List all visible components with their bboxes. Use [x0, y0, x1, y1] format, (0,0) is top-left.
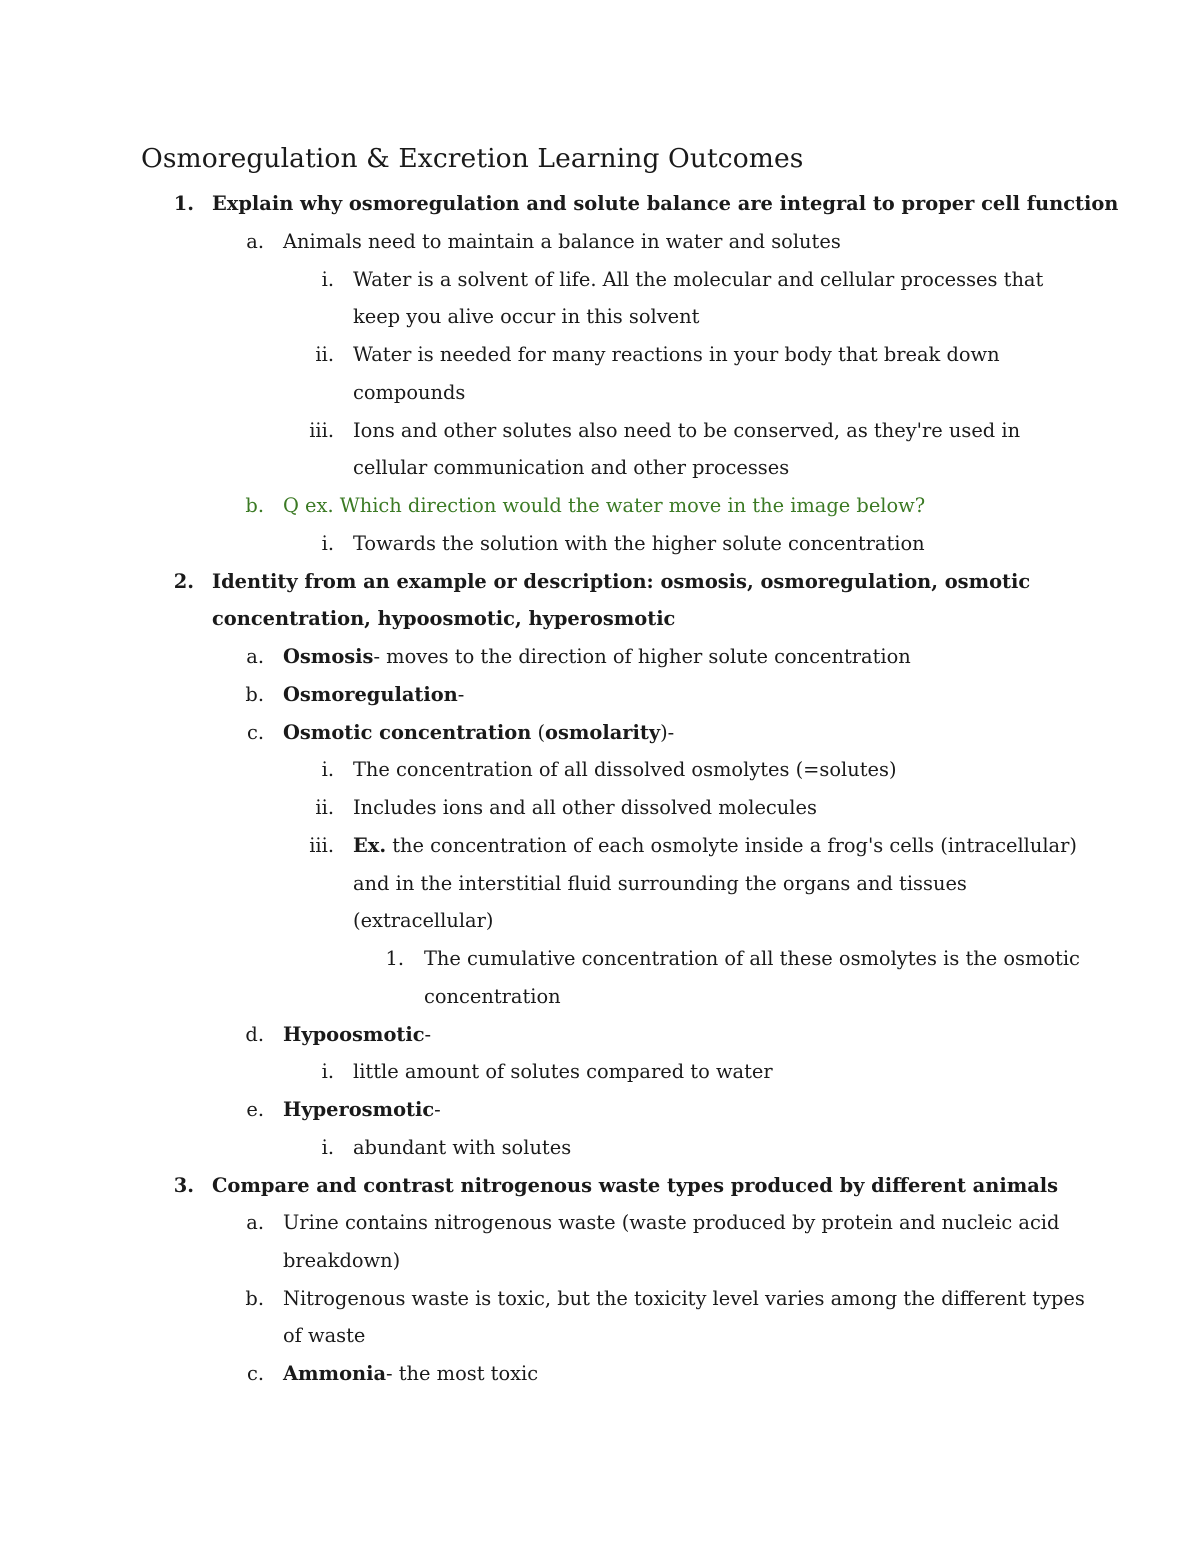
outcome-3c-marker: c. — [246, 1362, 264, 1385]
example-lead: Ex. — [353, 834, 387, 857]
outcome-1a-iii-line1: Ions and other solutes also need to be conserved, as they're used in — [353, 419, 1021, 442]
page-title: Osmoregulation & Excretion Learning Outcomes — [141, 143, 804, 174]
outcome-1a-iii-marker: iii. — [309, 419, 334, 442]
term-osmoregulation: Osmoregulation — [283, 683, 458, 706]
outcome-2b-line — [283, 683, 464, 707]
outcome-2b-definition: - — [457, 683, 465, 706]
outcome-3a-marker: a. — [246, 1211, 264, 1234]
outcome-2c-ii-marker: ii. — [315, 796, 334, 819]
outcome-1b-marker: b. — [245, 494, 264, 517]
outcome-1a-ii-line2: compounds — [353, 381, 466, 404]
outcome-1-heading: Explain why osmoregulation and solute balance are integral to proper cell function — [212, 192, 1119, 215]
outcome-2c-iii-marker: iii. — [309, 834, 334, 857]
outcome-1a-i-line1: Water is a solvent of life. All the molecular and cellular processes that — [353, 268, 1044, 291]
outcome-2a-definition: - moves to the direction of higher solute concentration — [373, 645, 911, 668]
outcome-1-number: 1. — [173, 192, 194, 215]
term-osmosis: Osmosis — [283, 645, 374, 668]
outcome-1a-text: Animals need to maintain a balance in water and solutes — [283, 230, 841, 253]
outcome-2-number: 2. — [173, 570, 194, 593]
outcome-2d-dash: - — [424, 1023, 432, 1046]
term-ammonia: Ammonia — [283, 1362, 387, 1385]
outcome-3c-line — [283, 1362, 538, 1386]
outcome-2c-iii-line1 — [353, 834, 1077, 858]
term-osmotic-concentration: Osmotic concentration — [283, 721, 532, 744]
outcome-2e-line — [283, 1098, 441, 1122]
outcome-2e-i-text: abundant with solutes — [353, 1136, 572, 1159]
outcome-3b-line1: Nitrogenous waste is toxic, but the toxicity level varies among the different types — [283, 1287, 1085, 1310]
outcome-2c-iii-line3: (extracellular) — [353, 909, 494, 932]
outcome-2c-i-marker: i. — [321, 758, 334, 781]
outcome-1a-ii-marker: ii. — [315, 343, 334, 366]
outcome-2-heading-line2: concentration, hypoosmotic, hyperosmotic — [212, 607, 676, 630]
term-hypoosmotic: Hypoosmotic — [283, 1023, 425, 1046]
outcome-3b-line2: of waste — [283, 1324, 366, 1347]
outcome-3-heading: Compare and contrast nitrogenous waste types produced by different animals — [212, 1174, 1059, 1197]
outcome-3-number: 3. — [173, 1174, 194, 1197]
outcome-3c-definition: - the most toxic — [386, 1362, 539, 1385]
outcome-2c-iii-line1-text: the concentration of each osmolyte inside a frog's cells (intracellular) — [386, 834, 1077, 857]
outcome-1b-i-text: Towards the solution with the higher solute concentration — [353, 532, 925, 555]
outcome-2a-marker: a. — [246, 645, 264, 668]
outcome-1a-iii-line2: cellular communication and other processes — [353, 456, 790, 479]
outcome-2d-marker: d. — [245, 1023, 264, 1046]
outcome-2c-i-text: The concentration of all dissolved osmolytes (=solutes) — [353, 758, 897, 781]
outcome-3a-line2: breakdown) — [283, 1249, 401, 1272]
outcome-2d-i-text: little amount of solutes compared to water — [353, 1060, 773, 1083]
outcome-2-heading-line1: Identity from an example or description: osmosis, osmoregulation, osmotic — [212, 570, 1031, 593]
outcome-1a-ii-line1: Water is needed for many reactions in your body that break down — [353, 343, 1000, 366]
term-hyperosmotic: Hyperosmotic — [283, 1098, 435, 1121]
outcome-2d-line — [283, 1023, 431, 1047]
outcome-2c-iii-line2: and in the interstitial fluid surrounding the organs and tissues — [353, 872, 967, 895]
outcome-2c-iii-1-line2: concentration — [424, 985, 561, 1008]
outcome-2c-iii-1-line1: The cumulative concentration of all these osmolytes is the osmotic — [424, 947, 1080, 970]
outcome-2b-marker: b. — [245, 683, 264, 706]
outcome-1a-i-line2: keep you alive occur in this solvent — [353, 305, 700, 328]
outcome-2e-marker: e. — [246, 1098, 264, 1121]
outcome-2e-dash: - — [434, 1098, 441, 1121]
outcome-1b-i-marker: i. — [321, 532, 334, 555]
outcome-2c-paren-open: ( — [531, 721, 546, 744]
outcome-1a-i-marker: i. — [321, 268, 334, 291]
outcome-2d-i-marker: i. — [321, 1060, 334, 1083]
outcome-3b-marker: b. — [245, 1287, 264, 1310]
term-osmolarity: osmolarity — [545, 721, 661, 744]
outcome-1a-marker: a. — [246, 230, 264, 253]
outcome-2c-ii-text: Includes ions and all other dissolved molecules — [353, 796, 817, 819]
outcome-2a-line — [283, 645, 911, 669]
outcome-2c-paren-close: )- — [660, 721, 675, 744]
outcome-2e-i-marker: i. — [321, 1136, 334, 1159]
outcome-1b-question: Q ex. Which direction would the water move in the image below? — [283, 494, 926, 517]
outcome-2c-line — [283, 721, 674, 745]
outcome-2c-iii-1-marker: 1. — [385, 947, 404, 970]
outcome-2c-marker: c. — [246, 721, 264, 744]
outcome-3a-line1: Urine contains nitrogenous waste (waste produced by protein and nucleic acid — [283, 1211, 1060, 1234]
